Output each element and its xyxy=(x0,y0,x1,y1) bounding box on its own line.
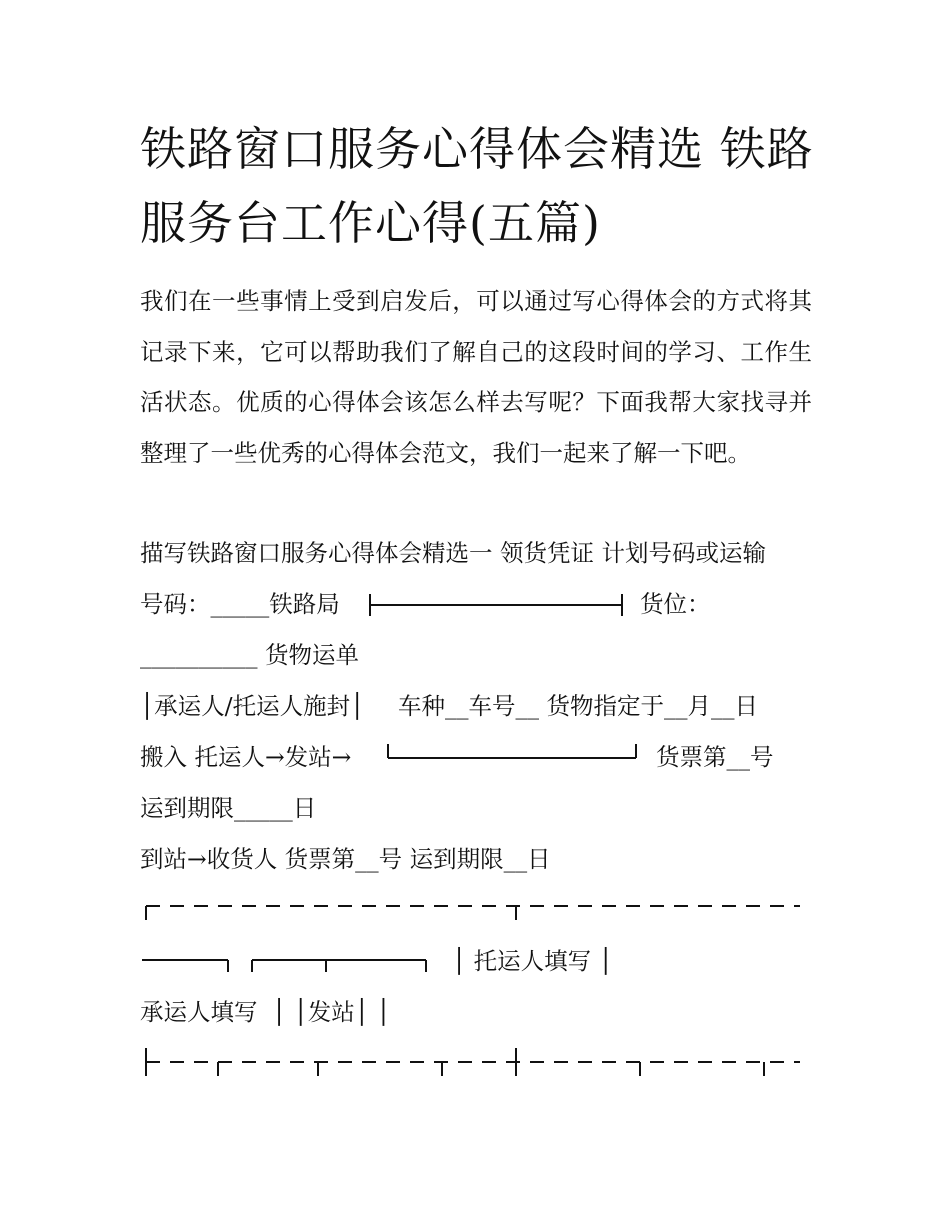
form-line-10-left: 承运人填写 xyxy=(140,998,258,1026)
dashed-border-top xyxy=(140,896,804,926)
form-line-5-right: 货票第__号 xyxy=(656,743,774,771)
intro-paragraph: 我们在一些事情上受到启发后，可以通过写心得体会的方式将其记录下来，它可以帮助我们了解自己的这段时间的学习、工作生活状态。优质的心得体会该怎么样去写呢？下面我帮大家找寻并整理了一些优秀的心得体会范文，我们一起来了解一下吧。 xyxy=(140,287,812,467)
form-line-9-text: │ 托运人填写 │ xyxy=(452,947,613,975)
form-line-1: 描写铁路窗口服务心得体会精选一 领货凭证 计划号码或运输 xyxy=(140,539,766,567)
box-rules-row xyxy=(140,948,440,974)
form-line-7: 到站→收货人 货票第__号 运到期限__日 xyxy=(140,845,551,873)
form-line-2-left: 号码：_____铁路局 xyxy=(140,590,340,618)
form-line-5-left: 搬入 托运人→发站→ xyxy=(140,743,352,771)
form-line-10-right: │ │发站│ │ xyxy=(272,998,391,1026)
document-title: 铁路窗口服务心得体会精选 铁路服务台工作心得(五篇) xyxy=(140,122,814,250)
form-line-3: __________ 货物运单 xyxy=(140,641,359,669)
bracket-rule xyxy=(368,592,624,618)
dashed-border-middle xyxy=(140,1046,804,1080)
corner-rule xyxy=(384,744,640,762)
form-line-2-right: 货位： xyxy=(640,590,711,618)
form-line-4-right: 车种__车号__ 货物指定于__月__日 xyxy=(398,692,758,720)
form-line-4-left: │承运人/托运人施封│ xyxy=(140,692,365,720)
form-line-6: 运到期限_____日 xyxy=(140,794,317,822)
